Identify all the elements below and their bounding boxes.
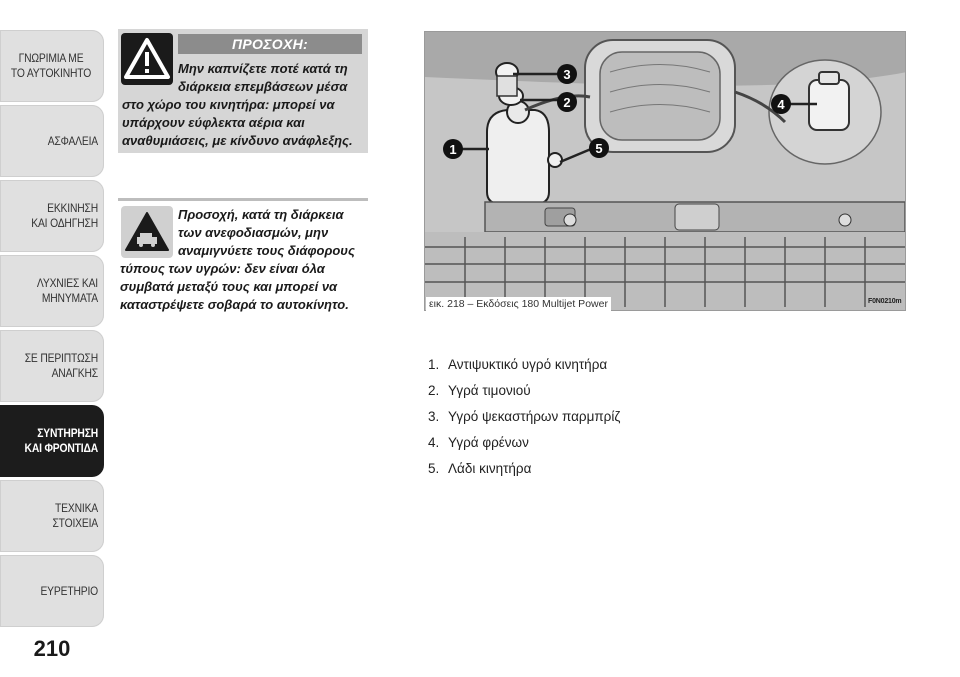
list-item	[428, 430, 620, 456]
figure-caption: εικ. 218 – Εκδόσεις 180 Multijet Power	[426, 297, 611, 312]
callout-3: 3	[563, 67, 571, 82]
page-number: 210	[33, 636, 71, 661]
tab-maintenance[interactable]	[0, 405, 104, 477]
list-item-text: Υγρά τιμονιού	[448, 383, 531, 398]
list-item	[428, 456, 620, 482]
tab-label-line1: ΑΣΦΑΛΕΙΑ	[47, 133, 98, 148]
warning-text-indented: Μην καπνίζετε ποτέ κατά τη διάρκεια επεμβάσεων μέσα	[178, 61, 348, 94]
warning-text-full: στο χώρο του κινητήρα: μπορεί να υπάρχουν εύφλεκτα αέρια και αναθυμιάσεις, με κίνδυνο ανάφλεξης.	[122, 97, 353, 148]
tab-label-line1: ΤΕΧΝΙΚΑ	[55, 501, 98, 515]
list-item-text: Αντιψυκτικό υγρό κινητήρα	[448, 357, 608, 372]
tab-label-line1: ΕΥΡΕΤΗΡΙΟ	[40, 583, 98, 598]
list-item-text: Υγρά φρένων	[448, 435, 529, 450]
tab-label-line2: ΚΑΙ ΟΔΗΓΗΣΗ	[31, 216, 98, 230]
list-item-number: 5.	[428, 461, 440, 476]
vehicle-warning-icon	[121, 206, 173, 258]
fluid-legend-list	[428, 352, 620, 482]
tab-label-line2: ΑΝΑΓΚΗΣ	[51, 366, 98, 380]
tab-starting-driving[interactable]	[0, 180, 104, 252]
tab-emergency[interactable]	[0, 330, 104, 402]
callout-4: 4	[777, 97, 785, 112]
list-item-number: 3.	[428, 409, 440, 424]
list-item	[428, 404, 620, 430]
tab-lights-messages[interactable]	[0, 255, 104, 327]
figure-code: F0N0210m	[868, 298, 902, 305]
callout-2: 2	[563, 95, 571, 110]
tab-index[interactable]	[0, 555, 104, 627]
list-item-number: 4.	[428, 435, 440, 450]
tab-label-line1: ΣΕ ΠΕΡΙΠΤΩΣΗ	[24, 351, 98, 365]
tab-label-line1: ΛΥΧΝΙΕΣ ΚΑΙ	[36, 276, 98, 290]
list-item-number: 2.	[428, 383, 440, 398]
callout-1: 1	[449, 142, 457, 157]
list-item	[428, 378, 620, 404]
tab-label-line2: ΣΤΟΙΧΕΙΑ	[52, 516, 98, 530]
tab-label-line2: ΜΗΝΥΜΑΤΑ	[41, 291, 98, 305]
callout-5: 5	[595, 141, 603, 156]
tab-technical-data[interactable]	[0, 480, 104, 552]
tab-label-line1: ΕΚΚΙΝΗΣΗ	[47, 201, 98, 215]
warning-triangle-icon	[121, 33, 173, 85]
warning-header: ΠΡΟΣΟΧΗ:	[178, 34, 362, 54]
warning-divider	[118, 198, 368, 201]
tab-label-line1: ΣΥΝΤΗΡΗΣΗ	[37, 426, 98, 440]
tab-label-line1: ΓΝΩΡΙΜΙΑ ΜΕ	[18, 51, 84, 65]
list-item	[428, 352, 620, 378]
warning-text-full: τύπους των υγρών: δεν είναι όλα συμβατά μεταξύ τους και μπορεί να καταστρέψετε σοβαρά το αυτοκίνητο.	[120, 261, 349, 312]
engine-bay-figure	[424, 31, 906, 311]
warning-text-indented: Προσοχή, κατά τη διάρκεια των ανεφοδιασμών, μην αναμιγνύετε τους διάφορους	[178, 207, 355, 258]
list-item-text: Λάδι κινητήρα	[448, 461, 532, 476]
list-item-text: Υγρό ψεκαστήρων παρμπρίζ	[448, 409, 621, 424]
tab-label-line2: ΤΟ ΑΥΤΟΚΙΝΗΤΟ	[10, 66, 92, 80]
tab-label-line2: ΚΑΙ ΦΡΟΝΤΙΔΑ	[24, 441, 98, 455]
tab-getting-to-know[interactable]	[0, 30, 104, 102]
list-item-number: 1.	[428, 357, 440, 372]
tab-safety[interactable]	[0, 105, 104, 177]
